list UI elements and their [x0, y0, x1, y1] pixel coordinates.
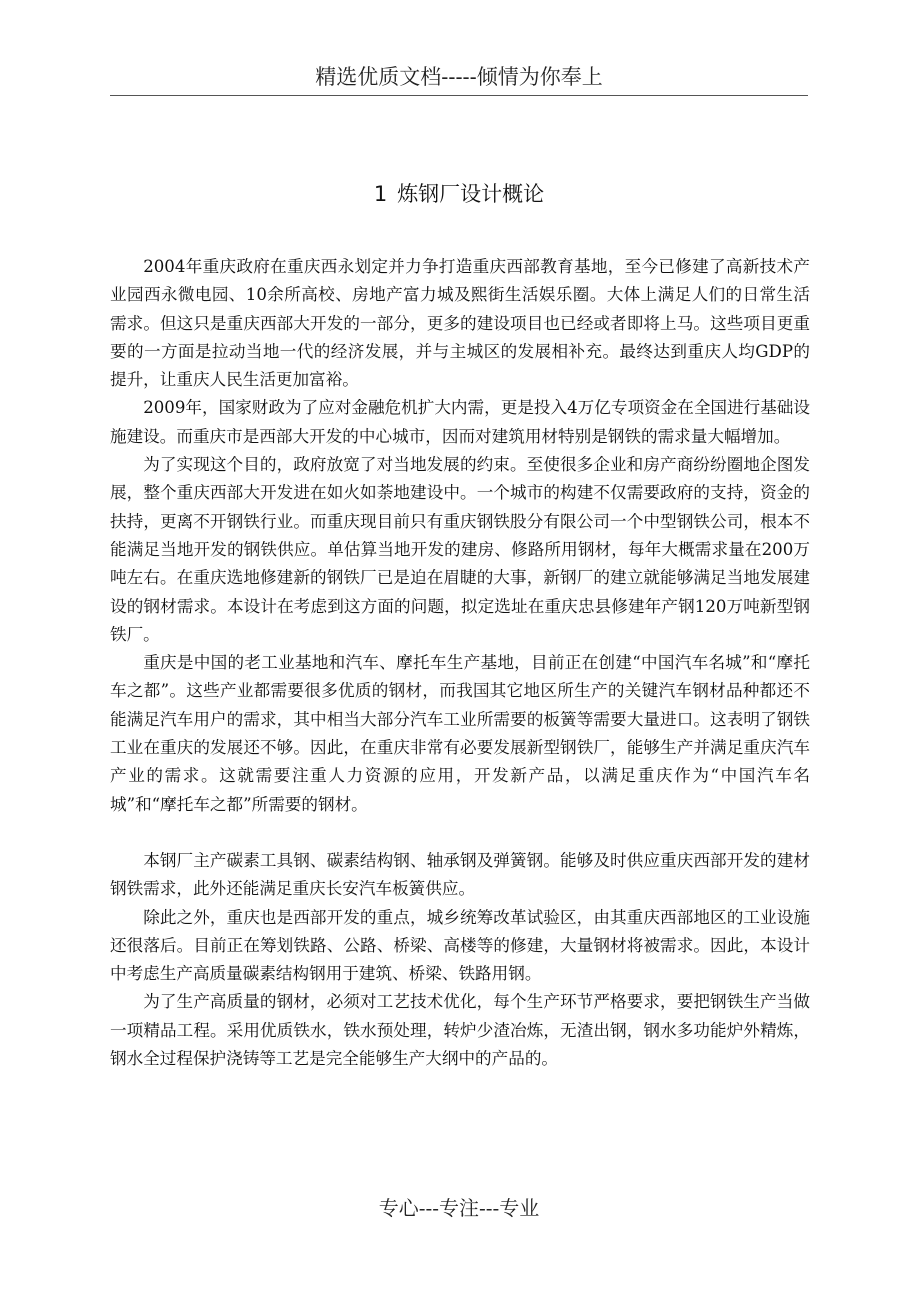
paragraph: 除此之外，重庆也是西部开发的重点，城乡统筹改革试验区，由其重庆西部地区的工业设施还很落后。目前正在筹划铁路、公路、桥梁、高楼等的修建，大量钢材将被需求。因此，本设计中考虑生产高质量碳素结构钢用于建筑、桥梁、铁路用钢。	[110, 907, 810, 984]
paragraph: 为了实现这个目的，政府放宽了对当地发展的约束。至使很多企业和房产商纷纷圈地企图发展，整个重庆西部大开发进在如火如荼地建设中。一个城市的构建不仅需要政府的支持，资金的扶持，更离不开钢铁行业。而重庆现目前只有重庆钢铁股分有限公司一个中型钢铁公司，根本不能满足当地开发的钢铁供应。单估算当地开发的建房、修路所用钢材，每年大概需求量在200万吨左右。在重庆选地修建新的钢铁厂已是迫在眉睫的大事，新钢厂的建立就能够满足当地发展建设的钢材需求。本设计在考虑到这方面的问题，拟定选址在重庆忠县修建年产钢120万吨新型钢铁厂。	[110, 455, 810, 644]
chapter-title	[110, 178, 808, 210]
paragraph: 重庆是中国的老工业基地和汽车、摩托车生产基地，目前正在创建“中国汽车名城”和“摩托车之都”。这些产业都需要很多优质的钢材，而我国其它地区所生产的关键汽车钢材品种都还不能满足汽车用户的需求，其中相当大部分汽车工业所需要的板簧等需要大量进口。这表明了钢铁工业在重庆的发展还不够。因此，在重庆非常有必要发展新型钢铁厂，能够生产并满足重庆汽车产业的需求。这就需要注重人力资源的应用，开发新产品，以满足重庆作为“中国汽车名城”和“摩托车之都”所需要的钢材。	[110, 653, 810, 814]
paragraph: 2004年重庆政府在重庆西永划定并力争打造重庆西部教育基地，至今已修建了高新技术产业园西永微电园、10余所高校、房地产富力城及熙街生活娱乐圈。大体上满足人们的日常生活需求。但这只是重庆西部大开发的一部分，更多的建设项目也已经或者即将上马。这些项目更重要的一方面是拉动当地一代的经济发展，并与主城区的发展相补充。最终达到重庆人均GDP的提升，让重庆人民生活更加富裕。	[110, 257, 810, 390]
paragraph: 2009年，国家财政为了应对金融危机扩大内需，更是投入4万亿专项资金在全国进行基础设施建设。而重庆市是西部大开发的中心城市，因而对建筑用材特别是钢铁的需求量大幅增加。	[110, 398, 810, 446]
header-divider	[110, 95, 808, 96]
chapter-title-text: 炼钢厂设计概论	[397, 182, 545, 206]
page-header: 精选优质文档-----倾情为你奉上	[315, 65, 603, 89]
body-text	[110, 253, 810, 1073]
chapter-number: 1	[373, 182, 388, 206]
paragraph: 本钢厂主产碳素工具钢、碳素结构钢、轴承钢及弹簧钢。能够及时供应重庆西部开发的建材钢铁需求，此外还能满足重庆长安汽车板簧供应。	[110, 850, 810, 899]
page-footer: 专心---专注---专业	[378, 1196, 540, 1220]
paragraph: 为了生产高质量的钢材，必须对工艺技术优化，每个生产环节严格要求，要把钢铁生产当做一项精品工程。采用优质铁水，铁水预处理，转炉少渣冶炼，无渣出钢，钢水多功能炉外精炼，钢水全过程保护浇铸等工艺是完全能够生产大纲中的产品的。	[110, 992, 810, 1069]
